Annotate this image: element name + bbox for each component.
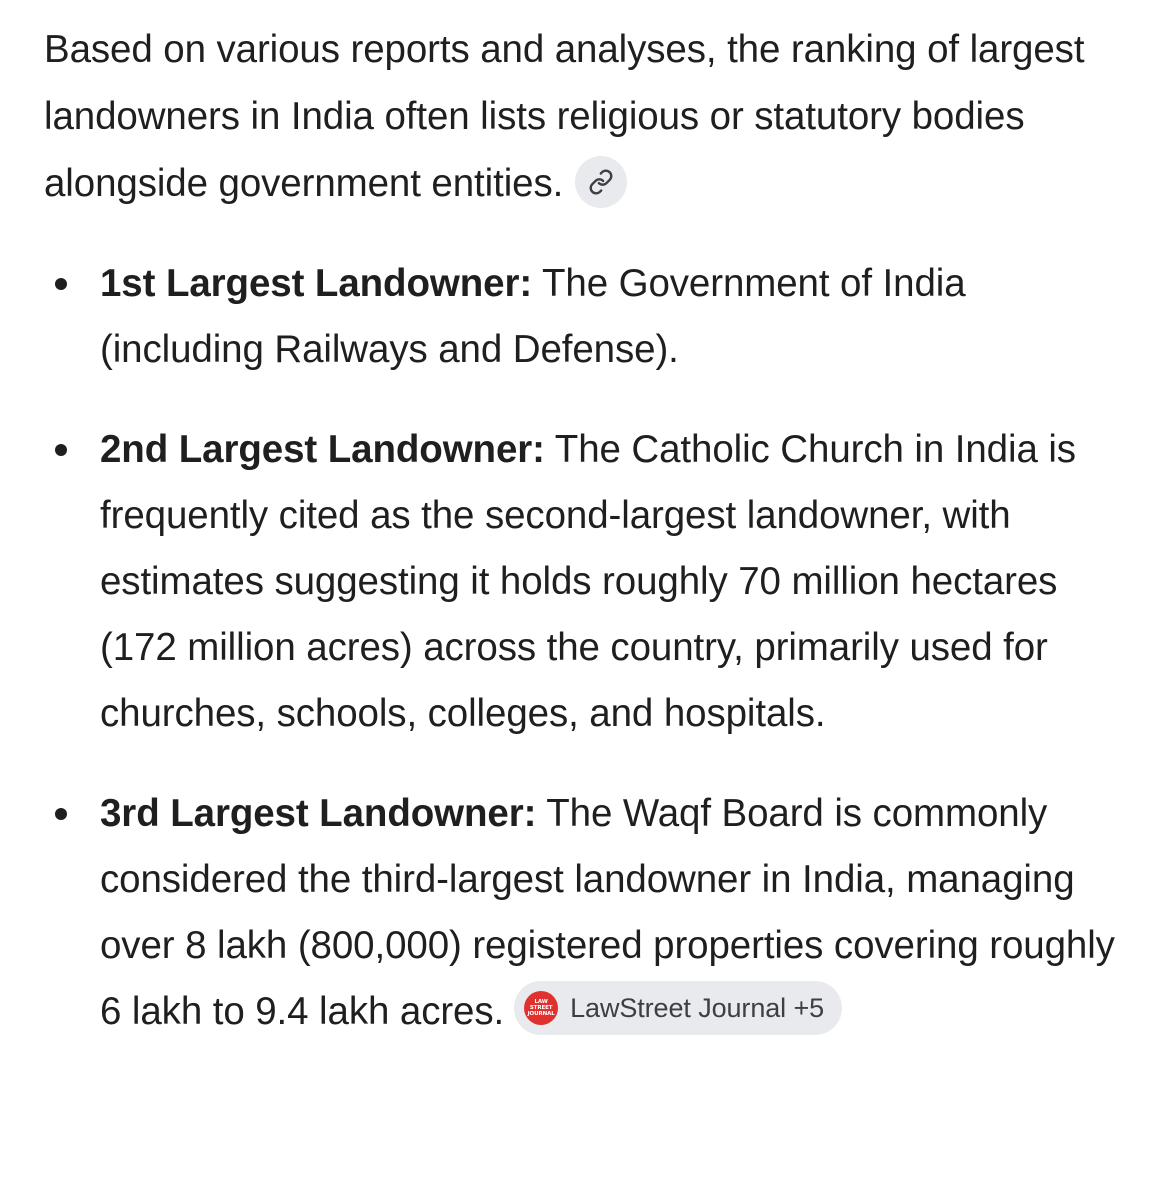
list-item: [44, 251, 1124, 383]
list-item: [44, 781, 1124, 1045]
item-text: The Catholic Church in India is frequently cited as the second-largest landowner, with estimates suggesting it holds roughly 70 million hectares (172 million acres) across the country, primarily used for churches, schools, colleges, and hospitals.: [100, 428, 1076, 735]
logo-text-line: JOURNAL: [527, 1010, 555, 1017]
source-link-button[interactable]: [575, 156, 627, 208]
list-item: [44, 417, 1124, 747]
logo-text-line: LAW: [534, 998, 548, 1005]
source-chip[interactable]: [514, 981, 842, 1035]
landowner-list: [44, 251, 1124, 1045]
item-text: The Government of India (including Railways and Defense).: [100, 262, 966, 371]
item-lead: 2nd Largest Landowner:: [100, 428, 545, 471]
source-chip-label: LawStreet Journal +5: [570, 992, 825, 1023]
item-text: The Waqf Board is commonly considered the third-largest landowner in India, managing over 8 lakh (800,000) registered properties covering roughly 6 lakh to 9.4 lakh acres.: [100, 792, 1115, 1033]
logo-text-line: STREET: [529, 1004, 553, 1011]
link-icon: [588, 169, 614, 195]
bullet-dot: [55, 278, 67, 290]
item-lead: 1st Largest Landowner:: [100, 262, 533, 305]
bullet-dot: [55, 808, 67, 820]
bullet-dot: [55, 444, 67, 456]
item-lead: 3rd Largest Landowner:: [100, 792, 537, 835]
answer-block: [44, 16, 1124, 1079]
intro-paragraph: [44, 16, 1124, 217]
lawstreet-journal-logo-icon: [524, 991, 558, 1025]
intro-text: Based on various reports and analyses, the ranking of largest landowners in India often lists religious or statutory bodies alongside government entities.: [44, 28, 1085, 205]
